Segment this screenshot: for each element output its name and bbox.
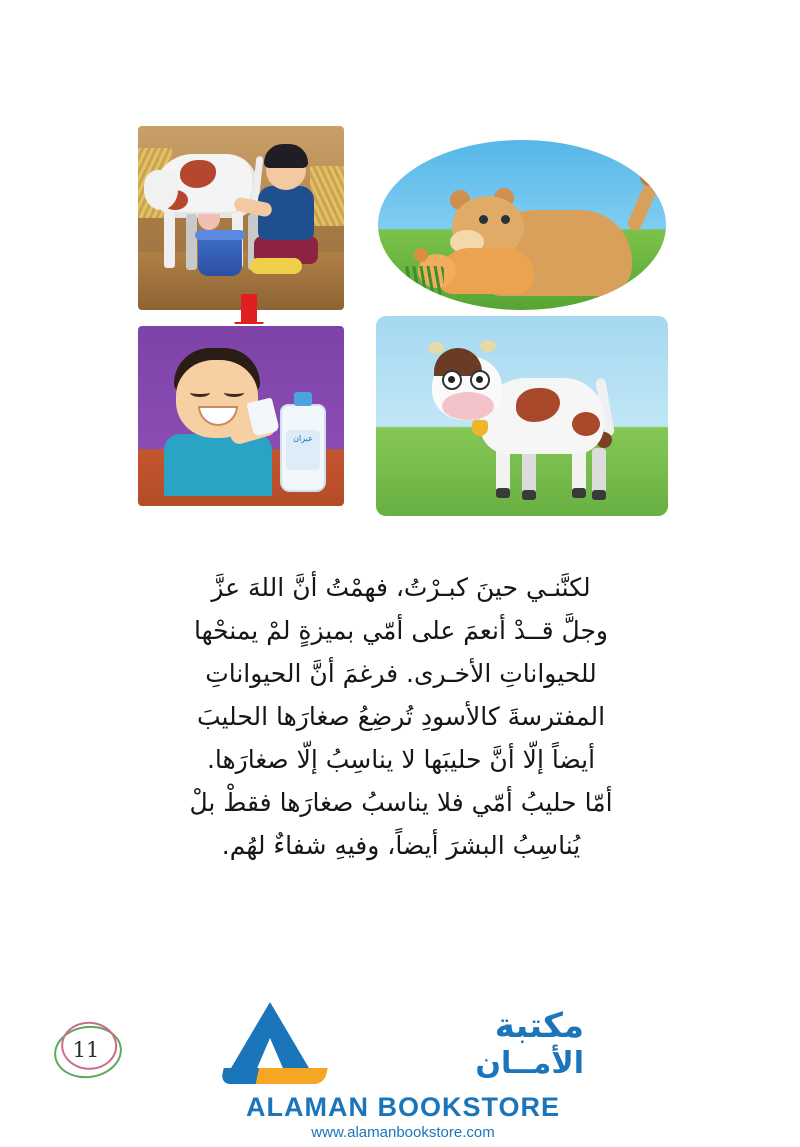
lion-eye	[501, 215, 510, 224]
logo-arabic-line-1: مكتبة	[494, 1006, 584, 1046]
lion-cub-ear	[414, 248, 428, 262]
cow-head	[144, 170, 178, 210]
illustration-group	[130, 118, 670, 538]
cow-leg	[186, 214, 197, 270]
cow-hoof	[522, 490, 536, 500]
logo-website-url: www.alamanbookstore.com	[311, 1124, 495, 1141]
lion-tail-tip	[640, 168, 660, 186]
cow-muzzle	[442, 392, 494, 420]
cow-leg	[164, 212, 175, 268]
logo-english-name: ALAMAN BOOKSTORE	[245, 1092, 560, 1122]
cow-hoof	[572, 488, 586, 498]
boy-eye	[190, 388, 210, 397]
milk-bottle-label	[286, 430, 320, 470]
panel-lioness-and-cub	[378, 140, 666, 310]
cow-hoof	[592, 490, 606, 500]
cow-hoof	[496, 488, 510, 498]
story-line: أيضاً إلّا أنَّ حليبَها لا يناسِبُ إلّا صغارَها.	[206, 745, 596, 774]
boy-eye	[224, 388, 244, 397]
bookstore-logo	[218, 1000, 588, 1141]
boy-shoes	[250, 258, 302, 274]
cow-pupil	[448, 376, 455, 383]
story-line: المفترسةَ كالأسودِ تُرضِعُ صغارَها الحليبَ	[196, 702, 606, 731]
lion-eye	[479, 215, 488, 224]
panel-thinking-cow	[376, 316, 668, 516]
milk-bottle-label-text: عبران	[293, 434, 313, 443]
panel-milking-cow	[138, 126, 344, 310]
cow-spot	[572, 412, 600, 436]
cow-udder	[198, 214, 220, 230]
cow-horn	[480, 340, 496, 352]
story-text	[96, 566, 706, 867]
hay-bale-right-icon	[310, 166, 344, 226]
logo-a-icon	[218, 1002, 322, 1094]
cow-pupil	[476, 376, 483, 383]
logo-swoosh	[220, 1068, 327, 1084]
story-line: وجلَّ قــدْ أنعمَ على أمّي بميزةٍ لمْ يمنحْها	[194, 616, 608, 645]
page-number-badge	[54, 1022, 136, 1084]
lion-tail	[626, 177, 661, 232]
boy-shirt	[164, 434, 272, 496]
boy-hair	[264, 144, 308, 168]
story-line: أمّا حليبُ أمّي فلا يناسبُ صغارَها فقطْ بلْ	[189, 788, 613, 817]
story-line: لكنَّنـي حينَ كبـرْتُ، فهمْتُ أنَّ اللهَ عزَّ	[211, 573, 591, 602]
milk-bucket	[198, 236, 242, 276]
panel-boy-drinking-milk	[138, 326, 344, 506]
cow-bell-icon	[472, 420, 488, 436]
story-line: للحيواناتِ الأخـرى. فرغمَ أنَّ الحيواناتِ	[205, 659, 597, 688]
cow-leg	[522, 448, 536, 494]
page-number: 11	[72, 1038, 100, 1062]
logo-arabic-line-2: الأمــان	[475, 1046, 584, 1081]
cow-leg	[592, 448, 606, 494]
milk-bottle	[280, 404, 326, 492]
cow-horn	[428, 342, 444, 354]
arrow-shaft	[241, 294, 257, 324]
story-line: يُناسِبُ البشرَ أيضاً، وفيهِ شفاءٌ لهُم.	[221, 831, 581, 860]
grass-tuft-icon	[404, 266, 444, 300]
